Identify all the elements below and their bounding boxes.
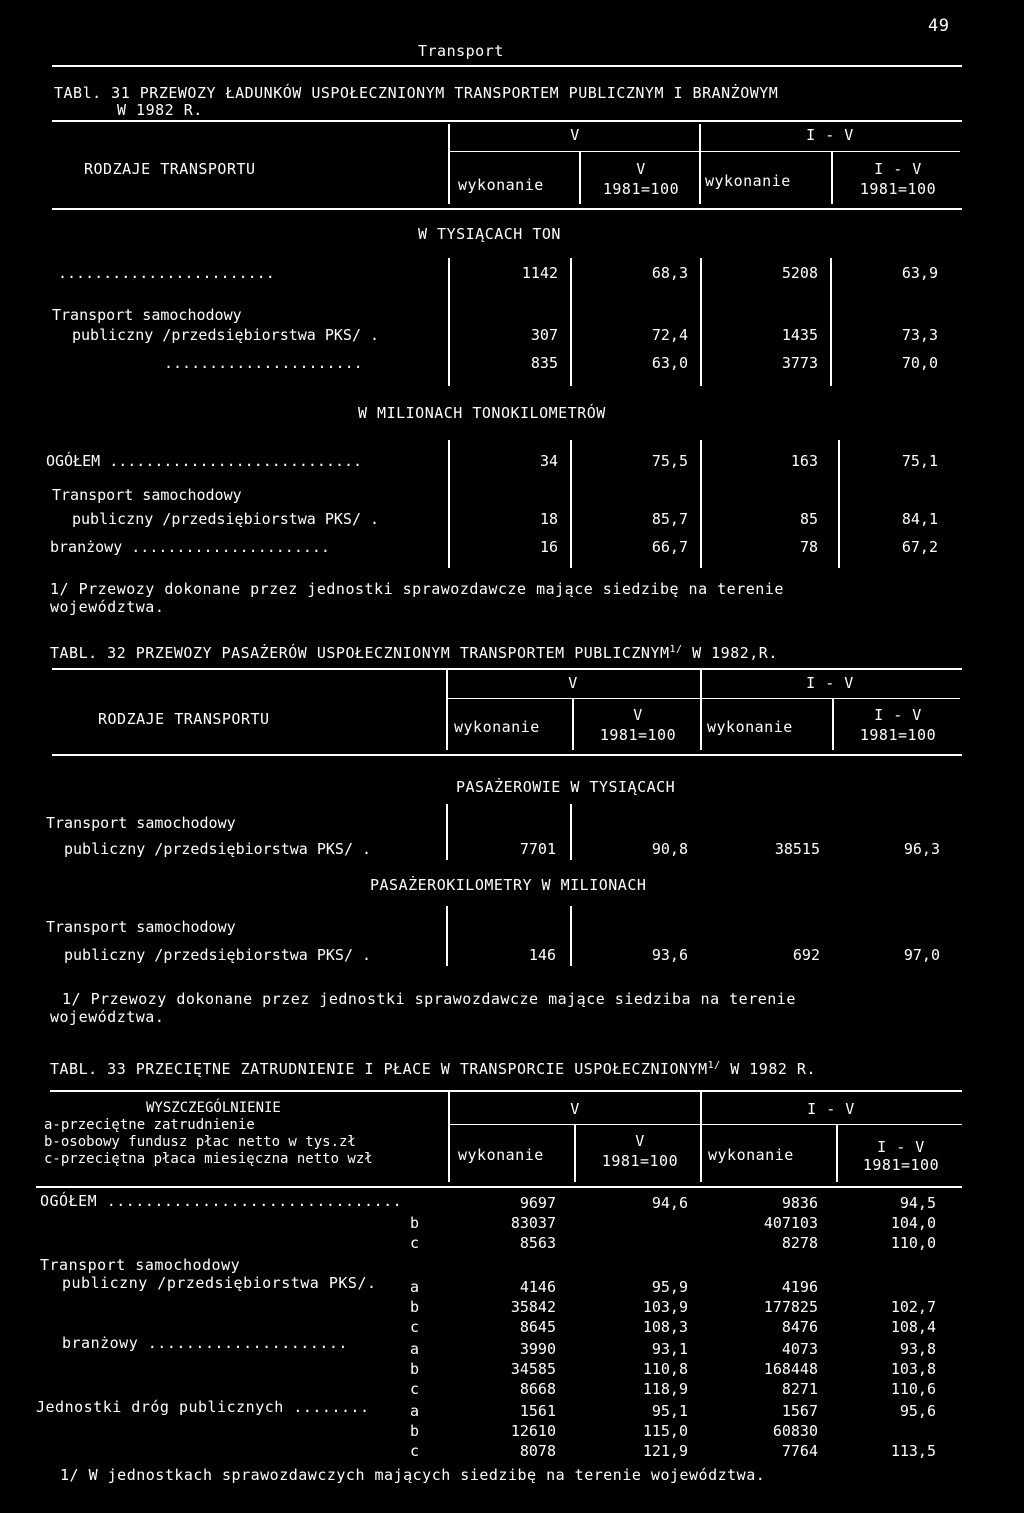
- table-row: Transport samochodowy: [46, 918, 236, 936]
- table-row: Transport samochodowy: [52, 486, 242, 504]
- table-row: publiczny /przedsiębiorstwa PKS/ . 146 93,6 692 97,0: [64, 946, 940, 964]
- page-number: 49: [928, 16, 950, 36]
- table-row: a 3990 93,1 4073 93,8: [410, 1340, 936, 1358]
- section-tons: W TYSIĄCACH TON: [418, 225, 561, 243]
- col-group-i-v: I - V: [806, 126, 854, 144]
- table-33-title: TABL. 33 PRZECIĘTNE ZATRUDNIENIE I PŁACE W TRANSPORCIE $USPOŁECZNIONYM^{1/}$ W 1982 R.: [50, 1060, 816, 1078]
- table-row: a 1561 95,1 1567 95,6: [410, 1402, 936, 1420]
- col-group-v: V: [570, 126, 580, 144]
- table-row: c 8563 8278 110,0: [410, 1234, 936, 1252]
- table-row: b 35842 103,9 177825 102,7: [410, 1298, 936, 1316]
- table-row: c 8668 118,9 8271 110,6: [410, 1380, 936, 1398]
- table-32-title: TABL. 32 PRZEWOZY PASAŻERÓW USPOŁECZNIONYM TRANSPORTEM $PUBLICZNYM^{1/}$ W 1982,R.: [50, 644, 778, 662]
- table-row: Transport samochodowy: [46, 814, 236, 832]
- table-row: b 83037 407103 104,0: [410, 1214, 936, 1232]
- table-row: publiczny /przedsiębiorstwa PKS/ . 307 72,4 1435 73,3: [72, 326, 938, 344]
- table-row: b 34585 110,8 168448 103,8: [410, 1360, 936, 1378]
- table-row: b 12610 115,0 60830: [410, 1422, 818, 1440]
- table-row: ...................... 835 63,0 3773 70,0: [164, 354, 938, 372]
- table-row: publiczny /przedsiębiorstwa PKS/ . 7701 90,8 38515 96,3: [64, 840, 940, 858]
- table-row: branżowy ...................... 16 66,7 78 67,2: [50, 538, 938, 556]
- section-tonkm: W MILIONACH TONOKILOMETRÓW: [358, 404, 606, 422]
- table-33-footnote: 1/ W jednostkach sprawozdawczych mających siedzibę na terenie województwa.: [60, 1466, 766, 1484]
- table-row: a 4146 95,9 4196: [410, 1278, 818, 1296]
- stub-header: RODZAJE TRANSPORTU: [84, 160, 256, 178]
- table-row: OGÓŁEM ............................ 34 75,5 163 75,1: [46, 452, 938, 470]
- table-31-title-line2: W 1982 R.: [117, 101, 203, 119]
- table-row: c 8645 108,3 8476 108,4: [410, 1318, 936, 1336]
- running-header: Transport: [418, 42, 504, 60]
- table-row: publiczny /przedsiębiorstwa PKS/ . 18 85,7 85 84,1: [72, 510, 938, 528]
- table-row: ........................ 1142 68,3 5208 63,9: [58, 264, 938, 282]
- table-row: Transport samochodowy: [52, 306, 242, 324]
- table-31-footnote-2: województwa.: [50, 598, 165, 616]
- table-row: 9697 94,6 9836 94,5: [519, 1194, 936, 1212]
- table-31-footnote: 1/ Przewozy dokonane przez jednostki sprawozdawcze mające siedzibę na terenie: [50, 580, 784, 598]
- table-row: c 8078 121,9 7764 113,5: [410, 1442, 936, 1460]
- header-rule: [52, 65, 962, 67]
- table-31-title: TABl. 31 PRZEWOZY ŁADUNKÓW USPOŁECZNIONYM TRANSPORTEM PUBLICZNYM I BRANŻOWYM: [54, 84, 779, 102]
